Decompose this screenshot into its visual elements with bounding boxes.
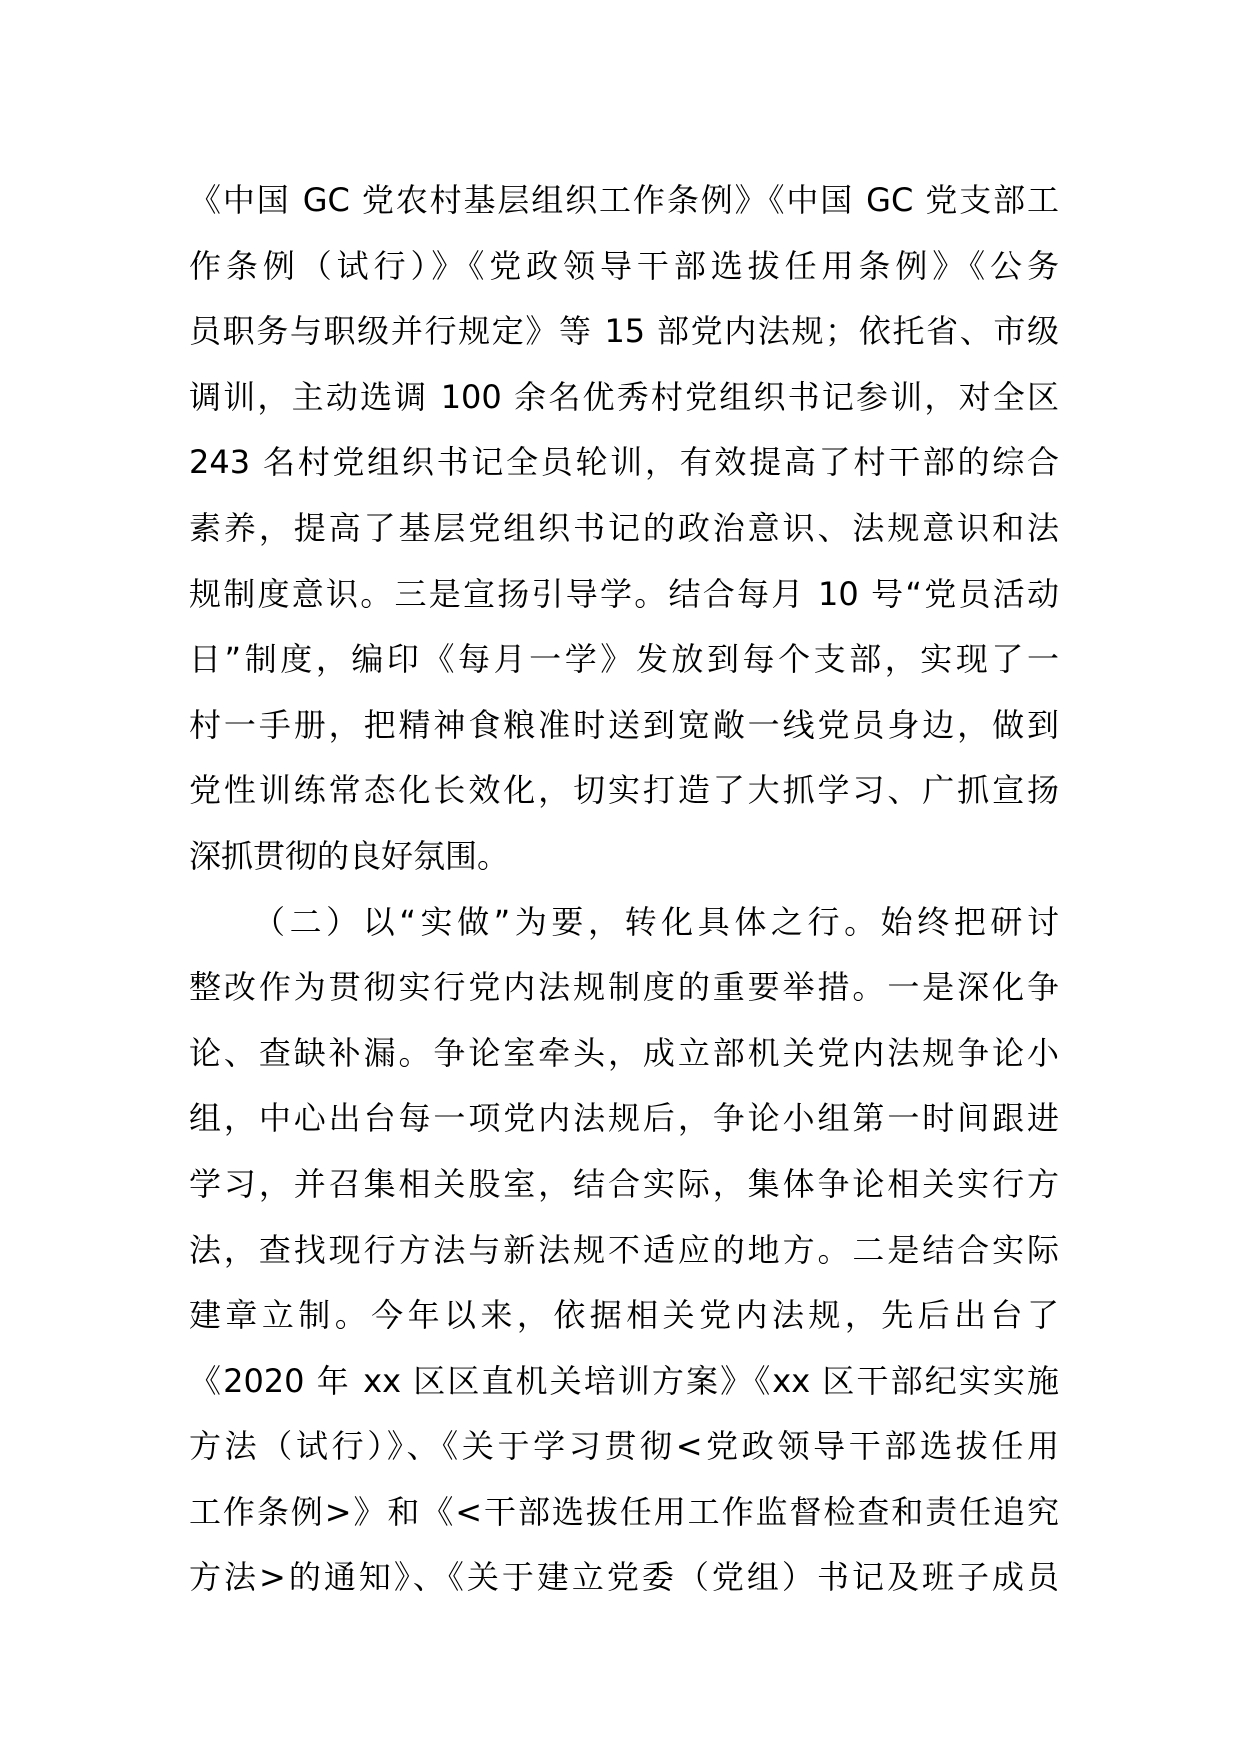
text-line: 村一手册，把精神食粮准时送到宽敞一线党员身边，做到 bbox=[189, 705, 1059, 744]
text-line: 调训，主动选调 100 余名优秀村党组织书记参训，对全区 bbox=[189, 377, 1059, 416]
text-line: 作条例（试行）》《党政领导干部选拔任用条例》《公务 bbox=[189, 246, 1059, 285]
paragraph-first-line: （二）以“实做”为要，转化具体之行。始终把研讨 bbox=[253, 902, 1059, 941]
text-line: 《2020 年 xx 区区直机关培训方案》《xx 区干部纪实实施 bbox=[189, 1361, 1059, 1400]
text-line: 建章立制。今年以来，依据相关党内法规，先后出台了 bbox=[189, 1296, 1059, 1335]
document-body bbox=[189, 168, 1059, 1611]
text-line: 日”制度，编印《每月一学》发放到每个支部，实现了一 bbox=[189, 640, 1059, 679]
text-line: 工作条例>》和《<干部选拔任用工作监督检查和责任追究 bbox=[189, 1492, 1059, 1531]
text-line: 素养，提高了基层党组织书记的政治意识、法规意识和法 bbox=[189, 508, 1059, 547]
text-line: 243 名村党组织书记全员轮训，有效提高了村干部的综合 bbox=[189, 443, 1059, 482]
text-line: 党性训练常态化长效化，切实打造了大抓学习、广抓宣扬 bbox=[189, 771, 1059, 810]
text-line: 方法（试行）》、《关于学习贯彻<党政领导干部选拔任用 bbox=[189, 1427, 1059, 1466]
paragraph-end-line: 深抓贯彻的良好氛围。 bbox=[189, 836, 510, 875]
text-line: 学习，并召集相关股室，结合实际，集体争论相关实行方 bbox=[189, 1164, 1059, 1203]
text-line: 规制度意识。三是宣扬引导学。结合每月 10 号“党员活动 bbox=[189, 574, 1059, 613]
text-line: 整改作为贯彻实行党内法规制度的重要举措。一是深化争 bbox=[189, 968, 1059, 1007]
text-line: 员职务与职级并行规定》等 15 部党内法规；依托省、市级 bbox=[189, 312, 1059, 351]
text-line: 法，查找现行方法与新法规不适应的地方。二是结合实际 bbox=[189, 1230, 1059, 1269]
text-line: 方法>的通知》、《关于建立党委（党组）书记及班子成员 bbox=[189, 1558, 1059, 1597]
text-line: 论、查缺补漏。争论室牵头，成立部机关党内法规争论小 bbox=[189, 1033, 1059, 1072]
text-line: 《中国 GC 党农村基层组织工作条例》《中国 GC 党支部工 bbox=[189, 181, 1059, 219]
text-line: 组，中心出台每一项党内法规后，争论小组第一时间跟进 bbox=[189, 1099, 1059, 1138]
